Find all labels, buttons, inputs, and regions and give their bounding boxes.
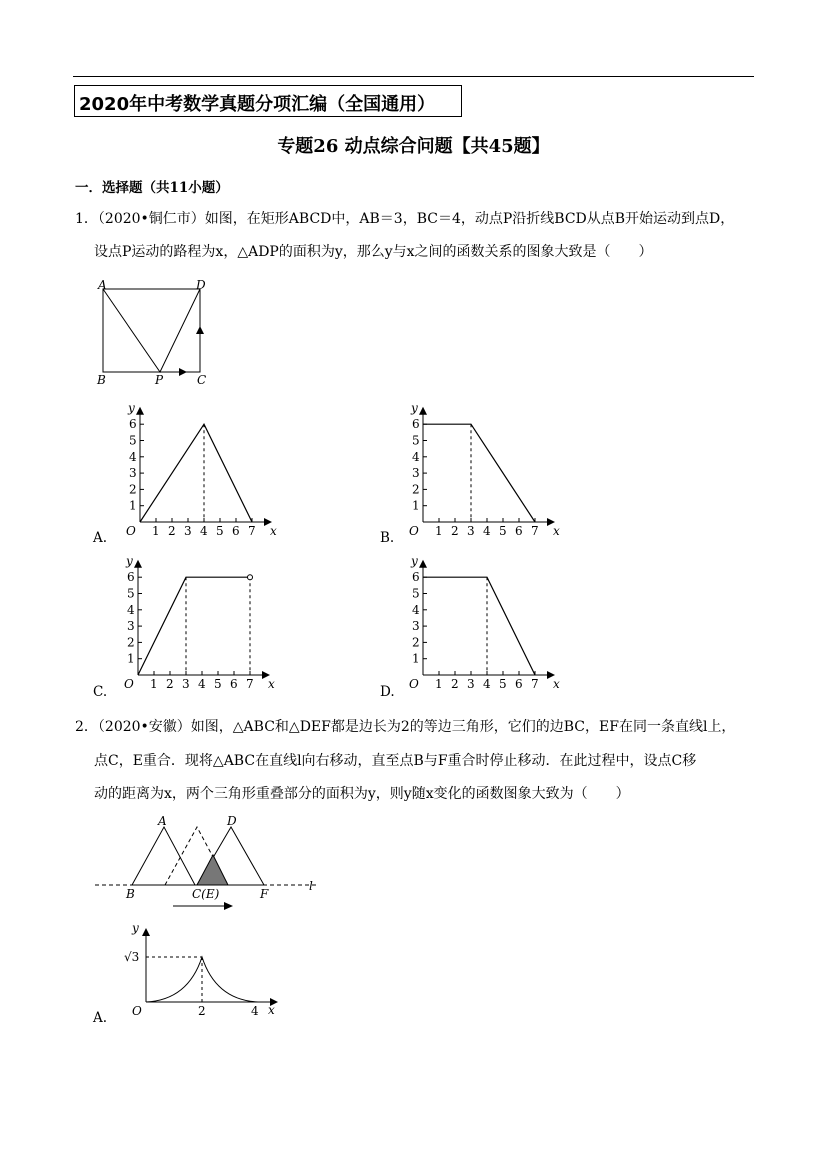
q1-option-b-letter[interactable]: B. <box>380 530 395 546</box>
label-d: D <box>196 278 206 292</box>
y-axis-arrow-icon <box>136 407 144 415</box>
y-tick-label: 3 <box>127 619 135 634</box>
section-heading: 一．选择题（共11小题） <box>75 180 229 196</box>
x-tick-label: 1 <box>435 524 443 538</box>
y-tick-label: 2 <box>412 482 420 497</box>
function-graph <box>423 577 535 675</box>
y-tick-label: 4 <box>412 449 420 464</box>
arrow-up-icon <box>196 326 204 334</box>
arrow-right-icon <box>179 368 187 376</box>
function-graph <box>140 424 252 522</box>
label-a: A <box>158 814 167 828</box>
label-p: P <box>155 373 164 387</box>
triangle-abc <box>132 827 195 885</box>
y-axis-arrow-icon <box>134 560 142 568</box>
origin-label: O <box>132 1004 142 1018</box>
y-tick-label: 1 <box>412 498 420 513</box>
axis-x-label: x <box>268 677 275 691</box>
x-tick-label: 6 <box>230 677 238 691</box>
label-ce: C(E) <box>192 887 220 901</box>
y-tick-label: 1 <box>129 498 137 513</box>
y-tick-label: 6 <box>129 417 137 432</box>
y-tick-label: 6 <box>412 417 420 432</box>
label-c: C <box>197 373 207 387</box>
x-tick-label: 5 <box>214 677 222 691</box>
axis-y-label: y <box>132 921 139 935</box>
y-tick-label: 2 <box>129 482 137 497</box>
label-l: l <box>309 879 313 893</box>
x-tick-label: 1 <box>150 677 158 691</box>
x-tick-label: 3 <box>184 524 192 538</box>
origin-label: O <box>409 677 419 691</box>
label-b: B <box>97 373 106 387</box>
x-tick-label: 7 <box>246 677 254 691</box>
q1-option-d-letter[interactable]: D. <box>380 684 395 700</box>
overlap-region <box>197 855 228 885</box>
q2-option-a-graph <box>118 922 288 1022</box>
x-tick-label: 4 <box>200 524 208 538</box>
top-rule <box>73 76 754 77</box>
function-graph <box>423 424 535 522</box>
x-tick-label: 4 <box>483 677 491 691</box>
origin-label: O <box>409 524 419 538</box>
x-tick-label: 7 <box>531 524 539 538</box>
label-a: A <box>98 278 107 292</box>
q1-option-c-graph <box>120 553 275 693</box>
x-tick-label: 3 <box>467 677 475 691</box>
x-tick-label: 7 <box>531 677 539 691</box>
x-tick-label: 2 <box>451 524 459 538</box>
axis-y-label: y <box>411 553 418 568</box>
x-tick-label: 2 <box>166 677 174 691</box>
label-f: F <box>260 887 269 901</box>
y-tick-label: 6 <box>412 570 420 585</box>
y-tick-label: 2 <box>412 635 420 650</box>
origin-label: O <box>126 524 136 538</box>
q2-option-a-letter[interactable]: A. <box>93 1010 108 1026</box>
axis-x-label: x <box>553 524 560 538</box>
q1-stem-line-1: 1．（2020•铜仁市）如图，在矩形ABCD中，AB＝3，BC＝4，动点P沿折线BCD从点B开始运动到点D， <box>75 211 735 227</box>
series-title: 2020年中考数学真题分项汇编（全国通用） <box>79 94 436 115</box>
y-tick-label: 3 <box>412 619 420 634</box>
x-tick-label: 2 <box>168 524 176 538</box>
y-tick-label: 3 <box>412 466 420 481</box>
axis-y-label: y <box>126 553 133 568</box>
x-tick-label: 1 <box>435 677 443 691</box>
x-tick-label: 6 <box>232 524 240 538</box>
y-tick-label: 4 <box>412 602 420 617</box>
axis-y-label: y <box>411 400 418 415</box>
y-tick-sqrt3: √3 <box>124 950 140 964</box>
triangle-adp <box>103 289 200 372</box>
label-b: B <box>126 887 135 901</box>
y-tick-label: 4 <box>129 449 137 464</box>
y-tick-label: 5 <box>412 433 420 448</box>
y-tick-label: 5 <box>129 433 137 448</box>
x-tick-label: 4 <box>198 677 206 691</box>
x-tick-label: 6 <box>515 524 523 538</box>
q2-stem-line-1: 2．（2020•安徽）如图，△ABC和△DEF都是边长为2的等边三角形，它们的边BC，EF在同一条直线l上， <box>75 719 736 735</box>
q2-stem-line-3: 动的距离为x，两个三角形重叠部分的面积为y，则y随x变化的函数图象大致为（ ） <box>94 786 630 802</box>
function-graph <box>138 577 250 675</box>
x-tick-label: 6 <box>515 677 523 691</box>
y-axis-arrow-icon <box>142 928 150 936</box>
label-d: D <box>227 814 237 828</box>
page-title: 专题26 动点综合问题【共45题】 <box>277 136 550 157</box>
x-tick-label: 2 <box>451 677 459 691</box>
axis-y-label: y <box>128 400 135 415</box>
q1-option-b-graph <box>405 400 560 540</box>
x-tick-2: 2 <box>198 1004 206 1018</box>
y-axis-arrow-icon <box>419 560 427 568</box>
y-tick-label: 1 <box>412 651 420 666</box>
y-tick-label: 6 <box>127 570 135 585</box>
x-tick-label: 5 <box>216 524 224 538</box>
open-endpoint <box>248 575 253 580</box>
origin-label: O <box>124 677 134 691</box>
y-tick-label: 5 <box>412 586 420 601</box>
y-tick-label: 5 <box>127 586 135 601</box>
x-tick-label: 4 <box>483 524 491 538</box>
y-tick-label: 1 <box>127 651 135 666</box>
axis-x-label: x <box>270 524 277 538</box>
arrow-right-icon <box>224 902 233 910</box>
x-tick-label: 3 <box>467 524 475 538</box>
q1-option-d-graph <box>405 553 560 693</box>
x-tick-4: 4 <box>251 1004 259 1018</box>
x-tick-label: 1 <box>152 524 160 538</box>
x-tick-label: 3 <box>182 677 190 691</box>
y-tick-label: 4 <box>127 602 135 617</box>
axis-x-label: x <box>553 677 560 691</box>
q1-option-a-graph <box>122 400 277 540</box>
q1-rectangle-figure <box>92 276 222 391</box>
x-tick-label: 5 <box>499 524 507 538</box>
axis-x-label: x <box>268 1003 275 1017</box>
q2-stem-line-2: 点C，E重合．现将△ABC在直线l向右移动，直至点B与F重合时停止移动．在此过程中，设点C移 <box>94 753 697 769</box>
x-tick-label: 5 <box>499 677 507 691</box>
q1-option-c-letter[interactable]: C. <box>93 684 108 700</box>
q1-option-a-letter[interactable]: A. <box>93 530 108 546</box>
x-tick-label: 7 <box>248 524 256 538</box>
y-tick-label: 3 <box>129 466 137 481</box>
y-tick-label: 2 <box>127 635 135 650</box>
q1-stem-line-2: 设点P运动的路程为x，△ADP的面积为y，那么y与x之间的函数关系的图象大致是（ ） <box>94 244 653 260</box>
y-axis-arrow-icon <box>419 407 427 415</box>
q2-triangles-figure <box>95 810 325 915</box>
series-header-box <box>74 85 462 117</box>
